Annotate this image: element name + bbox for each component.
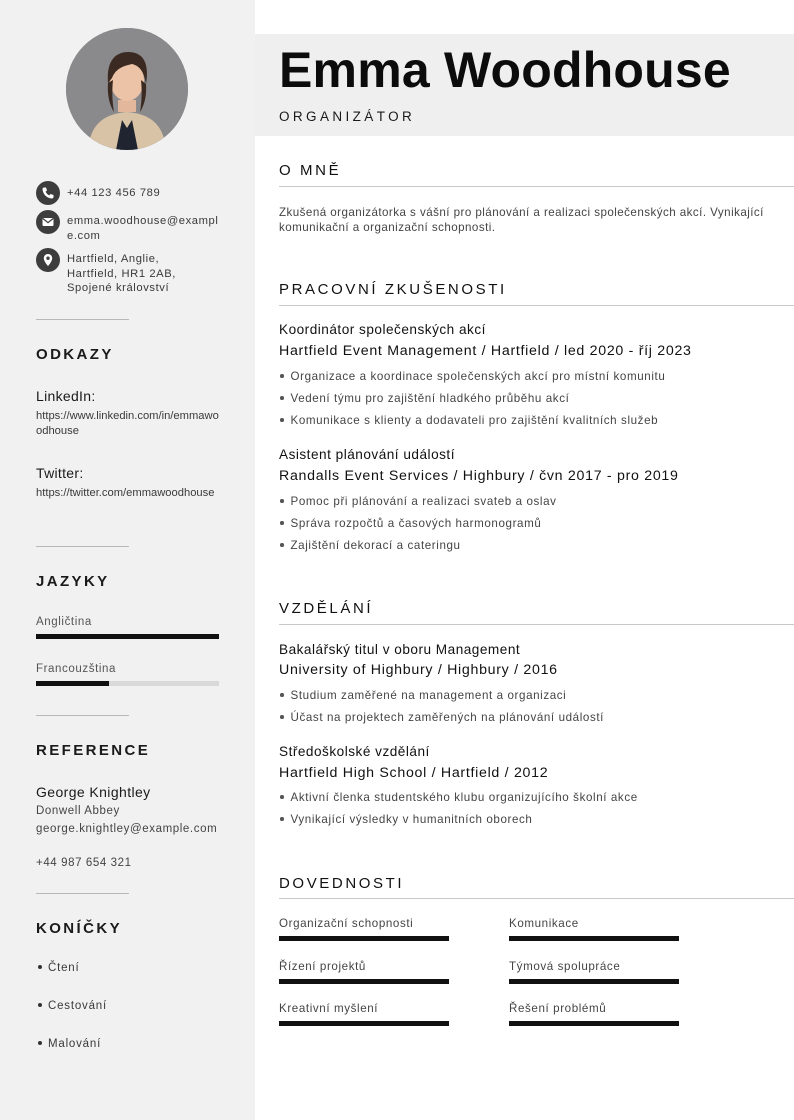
sidebar-divider — [36, 893, 129, 894]
bullet-text: Zajištění dekorací a cateringu — [290, 539, 461, 552]
education-title: Bakalářský titul v oboru Management — [279, 642, 521, 657]
phone-text: +44 123 456 789 — [67, 187, 161, 199]
bullet-dot — [280, 817, 284, 821]
address-line: Hartfield, HR1 2AB, — [67, 267, 177, 280]
twitter-url[interactable]: https://twitter.com/emmawoodhouse — [36, 487, 215, 499]
language-level-fill — [36, 681, 109, 686]
hobby-label: Čtení — [48, 962, 80, 974]
section-divider — [279, 305, 794, 306]
contact-email — [36, 210, 226, 243]
skills-heading: DOVEDNOSTI — [279, 875, 405, 892]
skill-name: Řešení problémů — [509, 1002, 607, 1015]
job-bullet — [279, 392, 569, 405]
email-icon — [36, 210, 60, 234]
job-bullet — [279, 539, 461, 552]
education-heading: VZDĚLÁNÍ — [279, 600, 374, 617]
skill-level-bar — [279, 979, 449, 984]
hobby-item — [36, 1038, 101, 1050]
reference-phone: +44 987 654 321 — [36, 857, 132, 869]
person-name: Emma Woodhouse — [279, 42, 731, 98]
section-divider — [279, 186, 794, 187]
address-text — [67, 248, 226, 296]
skill-name: Řízení projektů — [279, 960, 366, 973]
education-bullet — [279, 791, 638, 804]
job-bullet — [279, 414, 658, 427]
language-level-bar — [36, 681, 219, 686]
bullet-dot — [280, 396, 284, 400]
skill-item — [279, 960, 449, 984]
sidebar-divider — [36, 715, 129, 716]
skill-level-fill — [279, 936, 449, 941]
education-org-line: Hartfield High School / Hartfield / 2012 — [279, 765, 549, 781]
job-bullet — [279, 495, 557, 508]
language-level-bar — [36, 634, 219, 639]
skill-item — [509, 960, 679, 984]
main-content — [255, 0, 794, 1120]
education-bullet — [279, 711, 604, 724]
skill-level-bar — [509, 979, 679, 984]
bullet-dot — [38, 965, 42, 969]
bullet-dot — [280, 795, 284, 799]
address-line: Spojené království — [67, 282, 170, 294]
reference-place: Donwell Abbey — [36, 805, 120, 817]
about-heading: O MNĚ — [279, 162, 342, 179]
language-name: Francouzština — [36, 663, 117, 675]
sidebar-divider — [36, 546, 129, 547]
links-heading: ODKAZY — [36, 346, 114, 363]
skill-level-bar — [279, 1021, 449, 1026]
skill-level-fill — [509, 979, 679, 984]
education-title: Středoškolské vzdělání — [279, 744, 430, 759]
section-divider — [279, 898, 794, 899]
bullet-dot — [38, 1003, 42, 1007]
bullet-dot — [280, 521, 284, 525]
skill-level-fill — [279, 1021, 449, 1026]
skill-item — [509, 1002, 679, 1026]
bullet-dot — [280, 418, 284, 422]
skill-name: Týmová spolupráce — [509, 960, 621, 973]
bullet-text: Organizace a koordinace společenských akcí pro místní komunitu — [290, 370, 666, 383]
bullet-dot — [280, 543, 284, 547]
references-heading: REFERENCE — [36, 742, 151, 759]
job-title: Koordinátor společenských akcí — [279, 322, 486, 337]
avatar-portrait — [66, 28, 188, 150]
job-org-line: Hartfield Event Management / Hartfield / led 2020 - říj 2023 — [279, 343, 692, 359]
skill-level-bar — [509, 1021, 679, 1026]
email-text[interactable]: emma.woodhouse@example.com — [67, 215, 219, 242]
bullet-dot — [38, 1041, 42, 1045]
avatar — [66, 28, 188, 150]
bullet-text: Komunikace s klienty a dodavateli pro zajištění kvalitních služeb — [290, 414, 659, 427]
experience-heading: PRACOVNÍ ZKUŠENOSTI — [279, 281, 507, 298]
linkedin-label: LinkedIn: — [36, 388, 96, 404]
skill-level-fill — [279, 979, 449, 984]
sidebar — [0, 0, 255, 1120]
contact-address — [36, 248, 226, 296]
phone-icon — [36, 181, 60, 205]
skill-item — [279, 917, 449, 941]
education-org-line: University of Highbury / Highbury / 2016 — [279, 662, 558, 678]
bullet-text: Pomoc při plánování a realizaci svateb a oslav — [290, 495, 557, 508]
contact-phone — [36, 181, 226, 201]
bullet-dot — [280, 693, 284, 697]
bullet-text: Vedení týmu pro zajištění hladkého průběhu akcí — [290, 392, 570, 405]
hobby-item — [36, 962, 80, 974]
linkedin-url[interactable]: https://www.linkedin.com/in/emmawoodhouse — [36, 410, 219, 437]
language-name: Angličtina — [36, 616, 92, 628]
job-role: ORGANIZÁTOR — [279, 109, 416, 124]
skill-item — [509, 917, 679, 941]
sidebar-divider — [36, 319, 129, 320]
bullet-text: Aktivní členka studentského klubu organizujícího školní akce — [290, 791, 638, 804]
education-bullet — [279, 813, 532, 826]
location-pin-icon — [36, 248, 60, 272]
job-title: Asistent plánování událostí — [279, 447, 455, 462]
hobby-label: Cestování — [48, 1000, 107, 1012]
skill-level-bar — [509, 936, 679, 941]
hobby-label: Malování — [48, 1038, 102, 1050]
skill-level-bar — [279, 936, 449, 941]
languages-heading: JAZYKY — [36, 573, 110, 590]
skill-item — [279, 1002, 449, 1026]
language-level-fill — [36, 634, 219, 639]
skill-level-fill — [509, 1021, 679, 1026]
bullet-dot — [280, 715, 284, 719]
twitter-label: Twitter: — [36, 465, 84, 481]
bullet-dot — [280, 499, 284, 503]
job-org-line: Randalls Event Services / Highbury / čvn 2017 - pro 2019 — [279, 468, 679, 484]
bullet-text: Studium zaměřené na management a organizaci — [290, 689, 567, 702]
hobby-item — [36, 1000, 107, 1012]
address-line: Hartfield, Anglie, — [67, 253, 160, 265]
education-bullet — [279, 689, 566, 702]
reference-email[interactable]: george.knightley@example.com — [36, 823, 218, 835]
skill-name: Organizační schopnosti — [279, 917, 414, 930]
skill-level-fill — [509, 936, 679, 941]
skill-name: Kreativní myšlení — [279, 1002, 379, 1015]
bullet-text: Správa rozpočtů a časových harmonogramů — [290, 517, 542, 530]
about-text: Zkušená organizátorka s vášní pro plánování a realizaci společenských akcí. Vynikající komunikační a organizační schopnosti. — [279, 206, 764, 234]
bullet-text: Účast na projektech zaměřených na plánování událostí — [290, 711, 604, 724]
job-bullet — [279, 370, 665, 383]
hobbies-heading: KONÍČKY — [36, 920, 122, 937]
reference-name: George Knightley — [36, 784, 151, 800]
bullet-text: Vynikající výsledky v humanitních oborech — [290, 813, 533, 826]
section-divider — [279, 624, 794, 625]
job-bullet — [279, 517, 541, 530]
bullet-dot — [280, 374, 284, 378]
skill-name: Komunikace — [509, 917, 579, 930]
